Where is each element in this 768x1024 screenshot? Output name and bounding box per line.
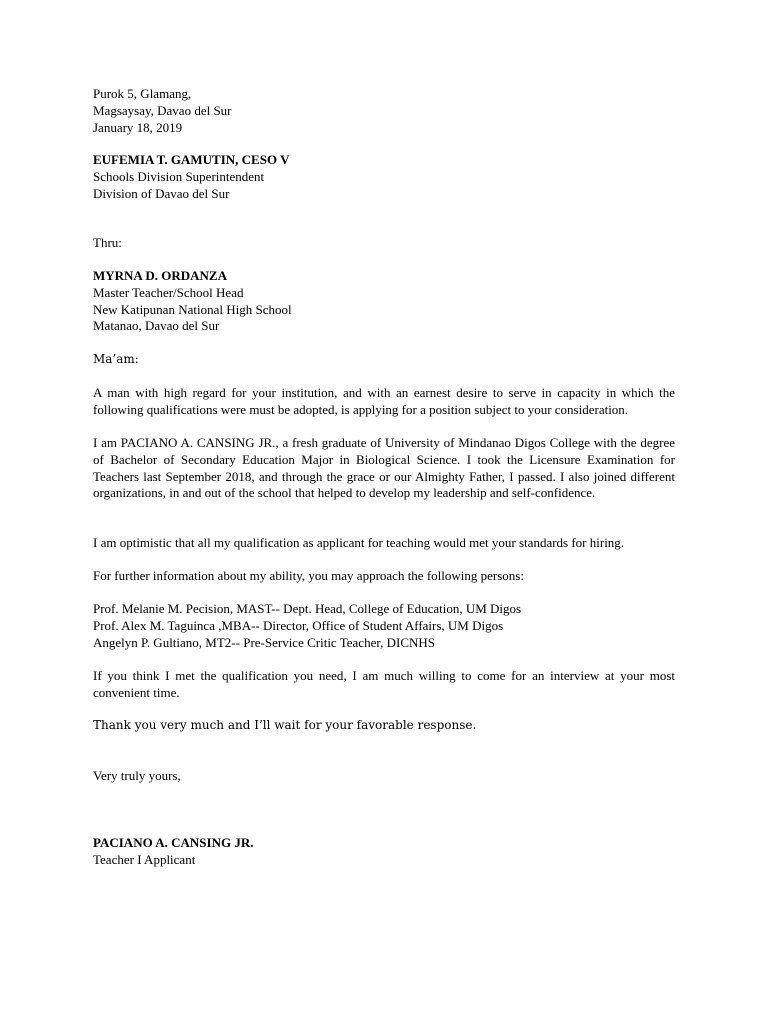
thru-label [93, 235, 675, 252]
thru-block [93, 268, 675, 335]
reference-item: Prof. Alex M. Taguinca ,MBA-- Director, Office of Student Affairs, UM Digos [93, 617, 504, 633]
letter-date: January 18, 2019 [93, 119, 183, 135]
reference-item: Angelyn P. Gultiano, MT2-- Pre-Service Critic Teacher, DICNHS [93, 634, 436, 650]
thru-title: Master Teacher/School Head [93, 284, 244, 300]
paragraph-background: I am PACIANO A. CANSING JR., a fresh graduate of University of Mindanao Digos College with the degree of Bachelor of Secondary Education Major in Biological Science. I took the Licensure Examination for Teachers last September 2018, and through the grace or our Almighty Father, I passed. I also joined different organizations, in and out of the school that helped to develop my leadership and self-confidence. [93, 435, 675, 501]
salutation [93, 351, 675, 368]
thru-name: MYRNA D. ORDANZA [93, 268, 227, 283]
sender-address-line1: Purok 5, Glamang, [93, 86, 192, 101]
paragraph-optimism: I am optimistic that all my qualification as applicant for teaching would met your standards for hiring. [93, 535, 625, 550]
paragraph-interview: If you think I met the qualification you need, I am much willing to come for an interview at your most convenient time. [93, 668, 675, 700]
sender-address-line2: Magsaysay, Davao del Sur [93, 102, 232, 118]
thru-label-text: Thru: [93, 235, 122, 250]
paragraph-thanks [93, 717, 675, 734]
paragraph-intro: A man with high regard for your institution, and with an earnest desire to serve in capacity in which the following qualifications were must be adopted, is applying for a position subject to your consideration. [93, 385, 675, 417]
signature-title: Teacher I Applicant [93, 851, 196, 867]
recipient-block [93, 152, 675, 202]
references-list [93, 601, 675, 651]
sender-address [93, 86, 675, 136]
thru-school: New Katipunan National High School [93, 301, 292, 317]
recipient-title: Schools Division Superintendent [93, 168, 265, 184]
signature-block [93, 835, 675, 869]
salutation-text: Ma’am: [93, 352, 139, 366]
recipient-office: Division of Davao del Sur [93, 185, 230, 201]
reference-item: Prof. Melanie M. Pecision, MAST-- Dept. Head, College of Education, UM Digos [93, 601, 522, 616]
paragraph-references-intro: For further information about my ability, you may approach the following persons: [93, 568, 524, 583]
closing [93, 768, 675, 785]
recipient-name: EUFEMIA T. GAMUTIN, CESO V [93, 152, 290, 167]
signature-name: PACIANO A. CANSING JR. [93, 835, 254, 850]
thanks-text: Thank you very much and I’ll wait for your favorable response. [93, 718, 477, 732]
closing-text: Very truly yours, [93, 768, 181, 783]
thru-location: Matanao, Davao del Sur [93, 318, 220, 334]
